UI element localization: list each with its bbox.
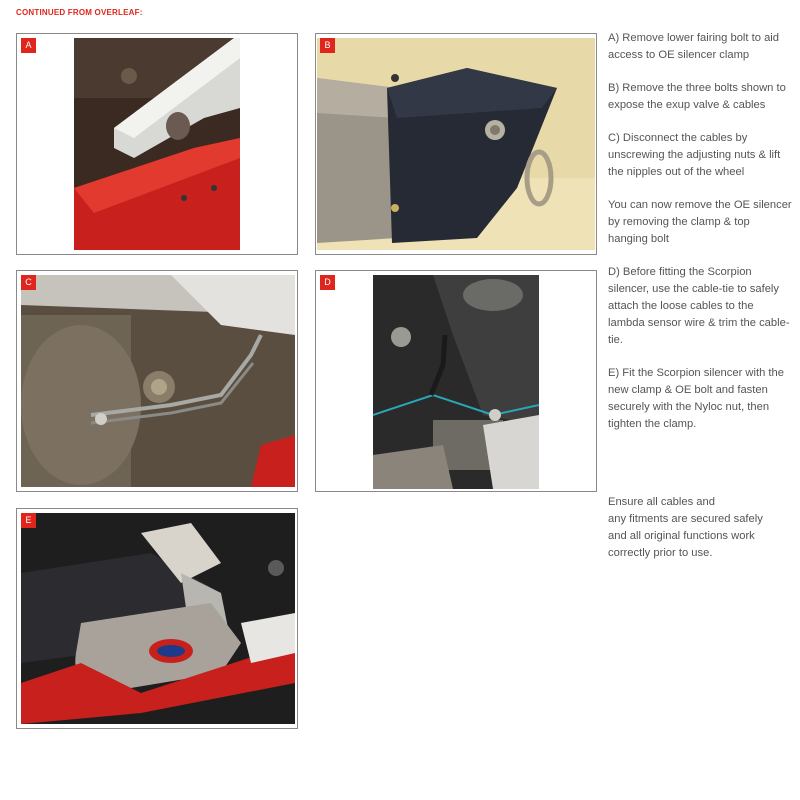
panel-badge-b: B [320, 38, 335, 53]
step-e: E) Fit the Scorpion silencer with the new clamp & OE bolt and fasten securely with the Nyloc nut, then tighten the clamp. [608, 367, 784, 430]
photo-panel-b [315, 33, 597, 255]
photo-b [317, 38, 595, 250]
instruction-steps [608, 30, 792, 449]
panel-badge-e: E [21, 513, 36, 528]
photo-panel-d [315, 270, 597, 492]
photo-d [373, 275, 539, 489]
step-b: B) Remove the three bolts shown to expose the exup valve & cables [608, 82, 786, 111]
photo-panel-e [16, 508, 298, 729]
panel-badge-a: A [21, 38, 36, 53]
step-d: D) Before fitting the Scorpion silencer, use the cable-tie to safely attach the loose cables to the lambda sensor wire & trim the cable-tie. [608, 266, 790, 346]
safety-note: Ensure all cables and any fitments are secured safely and all original functions work correctly prior to use. [608, 496, 763, 559]
panel-badge-c: C [21, 275, 36, 290]
continued-header: CONTINUED FROM OVERLEAF: [16, 8, 143, 17]
photo-e [21, 513, 295, 724]
step-c: C) Disconnect the cables by unscrewing the adjusting nuts & lift the nipples out of the wheel [608, 132, 781, 178]
panel-badge-d: D [320, 275, 335, 290]
step-remove-oe-silencer: You can now remove the OE silencer by removing the clamp & top hanging bolt [608, 199, 792, 245]
photo-a [74, 38, 240, 250]
photo-c [21, 275, 295, 487]
photo-panel-a [16, 33, 298, 255]
photo-panel-c [16, 270, 298, 492]
step-a: A) Remove lower fairing bolt to aid access to OE silencer clamp [608, 32, 779, 61]
